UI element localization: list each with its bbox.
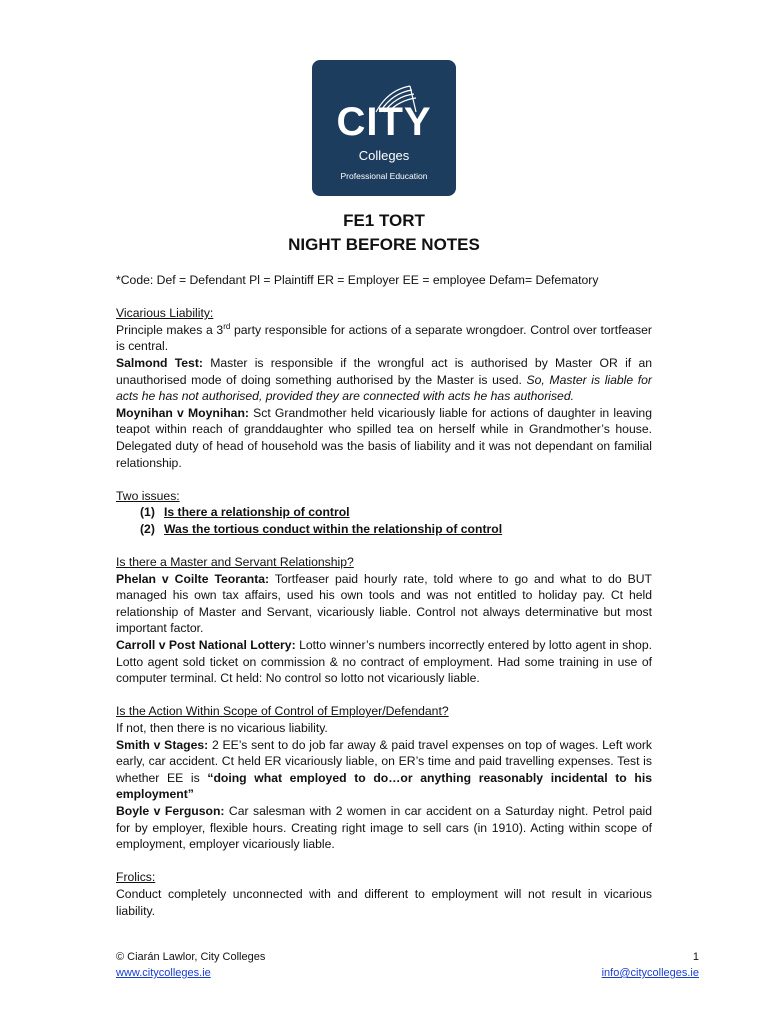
email-link[interactable]: info@citycolleges.ie (601, 967, 699, 979)
footer-line-1 (116, 950, 699, 965)
section-heading-vicarious: Vicarious Liability: (116, 306, 214, 321)
carroll-paragraph: Carroll v Post National Lottery: Lotto winner’s numbers incorrectly entered by lotto agent in shop. Lotto agent sold ticket on commission & no contract of employment. Had some training in use of computer terminal. Ct held: No control so lotto not vicariously liable. (116, 638, 652, 686)
scope-intro: If not, then there is no vicarious liability. (116, 721, 328, 736)
issue-item: (1) Is there a relationship of control (140, 505, 350, 520)
city-colleges-logo (312, 60, 456, 196)
website-link[interactable]: www.citycolleges.ie (116, 967, 211, 979)
case-label: Phelan v Coilte Teoranta: (116, 571, 270, 586)
page-number: 1 (692, 951, 699, 963)
section-heading-frolics: Frolics: (116, 870, 156, 885)
case-label: Salmond Test: (116, 355, 203, 370)
phelan-paragraph: Phelan v Coilte Teoranta: Tortfeaser paid hourly rate, told where to go and what to do BUT managed his own tax affairs, used his own tools and was not entitled to holiday pay. Ct held relationship of Master and Servant, vicariously liable. Control not always determinative but most important factor. (116, 571, 653, 636)
boyle-paragraph: Boyle v Ferguson: Car salesman with 2 women in car accident on a Saturday night. Petrol paid for by employer, flexible hours. Creating right image to sell cars (in 1910). Acting within scope of employment, employer vicariously liable. (116, 804, 652, 852)
case-label: Boyle v Ferguson: (116, 804, 225, 818)
copyright-text: © Ciarán Lawlor, City Colleges (116, 951, 266, 963)
logo-colleges-text: Colleges (358, 148, 410, 163)
frolics-paragraph: Conduct completely unconnected with and different to employment will not result in vicarious liability. (116, 886, 652, 918)
smith-paragraph: Smith v Stages: 2 EE’s sent to do job far away & paid travel expenses on top of wages. Left work early, car accident. Ct held ER vicariously liable, on ER’s time and paid travelling expenses. Test is whether EE is “doing what employed to do…or anything reasonably incidental to his employment” (116, 737, 652, 802)
section-heading-issues: Two issues: (116, 488, 180, 503)
section-heading-scope: Is the Action Within Scope of Control of Employer/Defendant? (116, 704, 449, 719)
issue-item: (2) Was the tortious conduct within the relationship of control (140, 521, 503, 536)
document-body (116, 272, 652, 919)
principle-paragraph: Principle makes a 3rd party responsible for actions of a separate wrongdoer. Control over tortfeaser is central. (116, 321, 652, 354)
case-label: Smith v Stages: (116, 737, 209, 752)
footer-line-2 (116, 966, 699, 981)
case-label: Moynihan v Moynihan: (116, 405, 249, 420)
document-title: FE1 TORT (343, 211, 425, 230)
case-label: Carroll v Post National Lottery: (116, 638, 296, 653)
logo-tagline: Professional Education (340, 171, 428, 181)
salmond-test-paragraph: Salmond Test: Master is responsible if the wrongful act is authorised by Master OR if an unauthorised mode of doing something authorised by the Master is used. So, Master is liable for acts he has not authorised, provided they are connected with acts he has authorised. (116, 355, 652, 404)
logo-city-text: CITY (336, 100, 432, 144)
document-subtitle: NIGHT BEFORE NOTES (288, 235, 480, 254)
section-heading-master-servant: Is there a Master and Servant Relationship? (116, 555, 354, 570)
moynihan-paragraph: Moynihan v Moynihan: Sct Grandmother held vicariously liable for actions of daughter in leaving teapot within reach of granddaughter who spilled tea on herself while in Grandmother’s house. Delegated duty of head of household was the basis of liability and it was not dependant on familial relationship. (116, 405, 652, 470)
code-legend: *Code: Def = Defendant Pl = Plaintiff ER = Employer EE = employee Defam= Defematory (116, 273, 599, 287)
